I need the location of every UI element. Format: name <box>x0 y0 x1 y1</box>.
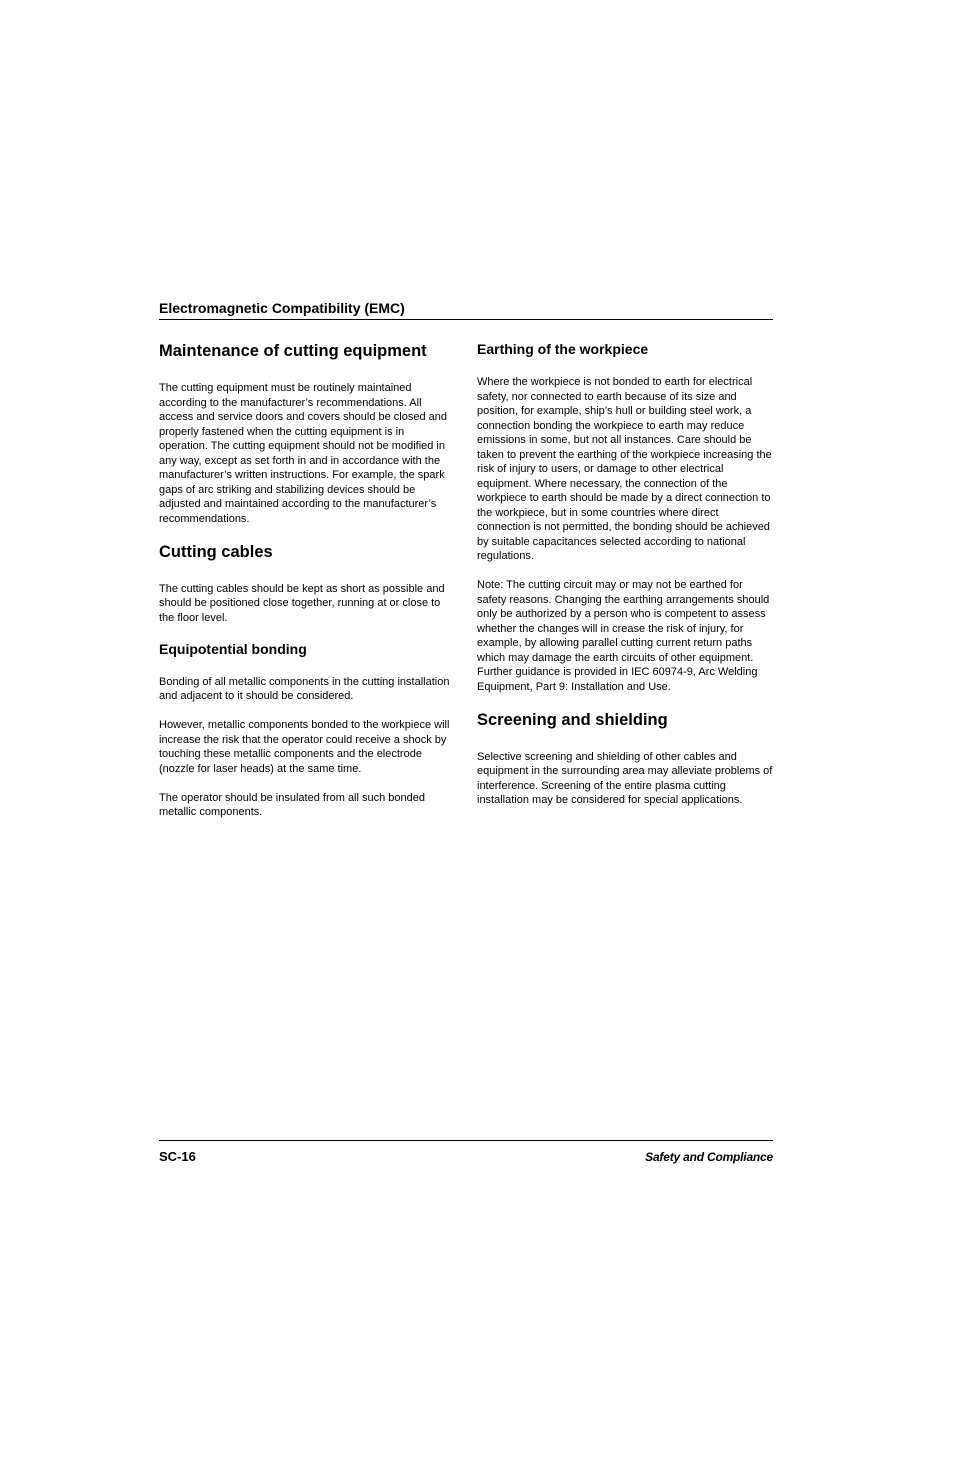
paragraph-equipotential-1: Bonding of all metallic components in the cutting installation and adjacent to it should be considered. <box>159 675 450 702</box>
paragraph-screening: Selective screening and shielding of other cables and equipment in the surrounding area may alleviate problems of interference. Screening of the entire plasma cutting installation may be considered for special applications. <box>477 750 773 806</box>
section-maintenance <box>159 340 451 526</box>
paragraph-equipotential-3: The operator should be insulated from all such bonded metallic components. <box>159 791 426 818</box>
paragraph-equipotential-2: However, metallic components bonded to the workpiece will increase the risk that the operator could receive a shock by touching these metallic components and the electrode (nozzle for laser heads) at the same time. <box>159 719 450 775</box>
paragraph-maintenance: The cutting equipment must be routinely maintained according to the manufacturer’s recommendations. All access and service doors and covers should be closed and properly fastened when the cutting equipment is in operation. The cutting equipment should not be modified in any way, except as set forth in and in accordance with the manufacturer’s written instructions. For example, the spark gaps of arc striking and stabilizing devices should be adjusted and maintained according to the manufacturer’s recommendations. <box>159 382 448 525</box>
section-earthing <box>477 340 773 694</box>
running-header-title: Electromagnetic Compatibility (EMC) <box>159 300 405 316</box>
page-number: SC-16 <box>159 1149 196 1164</box>
section-screening <box>477 709 773 808</box>
footer-rule <box>159 1140 773 1141</box>
heading-cutting-cables: Cutting cables <box>159 542 273 561</box>
heading-equipotential-bonding: Equipotential bonding <box>159 640 307 657</box>
paragraph-cutting-cables: The cutting cables should be kept as short as possible and should be positioned close together, running at or close to the floor level. <box>159 582 445 624</box>
footer-section-title: Safety and Compliance <box>645 1150 773 1164</box>
paragraph-earthing-note: Note: The cutting circuit may or may not be earthed for safety reasons. Changing the earthing arrangements should only be authorized by a person who is competent to assess whether the changes will in crease the risk of injury, for example, by allowing parallel cutting current return paths which may damage the earth circuits of other equipment. Further guidance is provided in IEC 60974-9, Arc Welding Equipment, Part 9: Installation and Use. <box>477 579 770 693</box>
running-header <box>159 299 773 320</box>
paragraph-earthing-1: Where the workpiece is not bonded to earth for electrical safety, nor connected to earth because of its size and position, for example, ship’s hull or building steel work, a connection bonding the workpiece to earth may reduce emissions in some, but not all instances. Care should be taken to prevent the earthing of the workpiece increasing the risk of injury to users, or damage to other electrical equipment. Where necessary, the connection of the workpiece to earth should be made by a direct connection to the workpiece, but in some countries where direct connection is not permitted, the bonding should be achieved by suitable capacitances selected according to national regulations. <box>477 376 772 562</box>
section-equipotential-bonding <box>159 640 451 820</box>
heading-earthing: Earthing of the workpiece <box>477 341 649 357</box>
heading-screening: Screening and shielding <box>477 710 668 729</box>
right-column <box>477 340 773 822</box>
left-column <box>159 340 451 834</box>
section-cutting-cables <box>159 541 451 626</box>
heading-maintenance: Maintenance of cutting equipment <box>159 342 427 360</box>
